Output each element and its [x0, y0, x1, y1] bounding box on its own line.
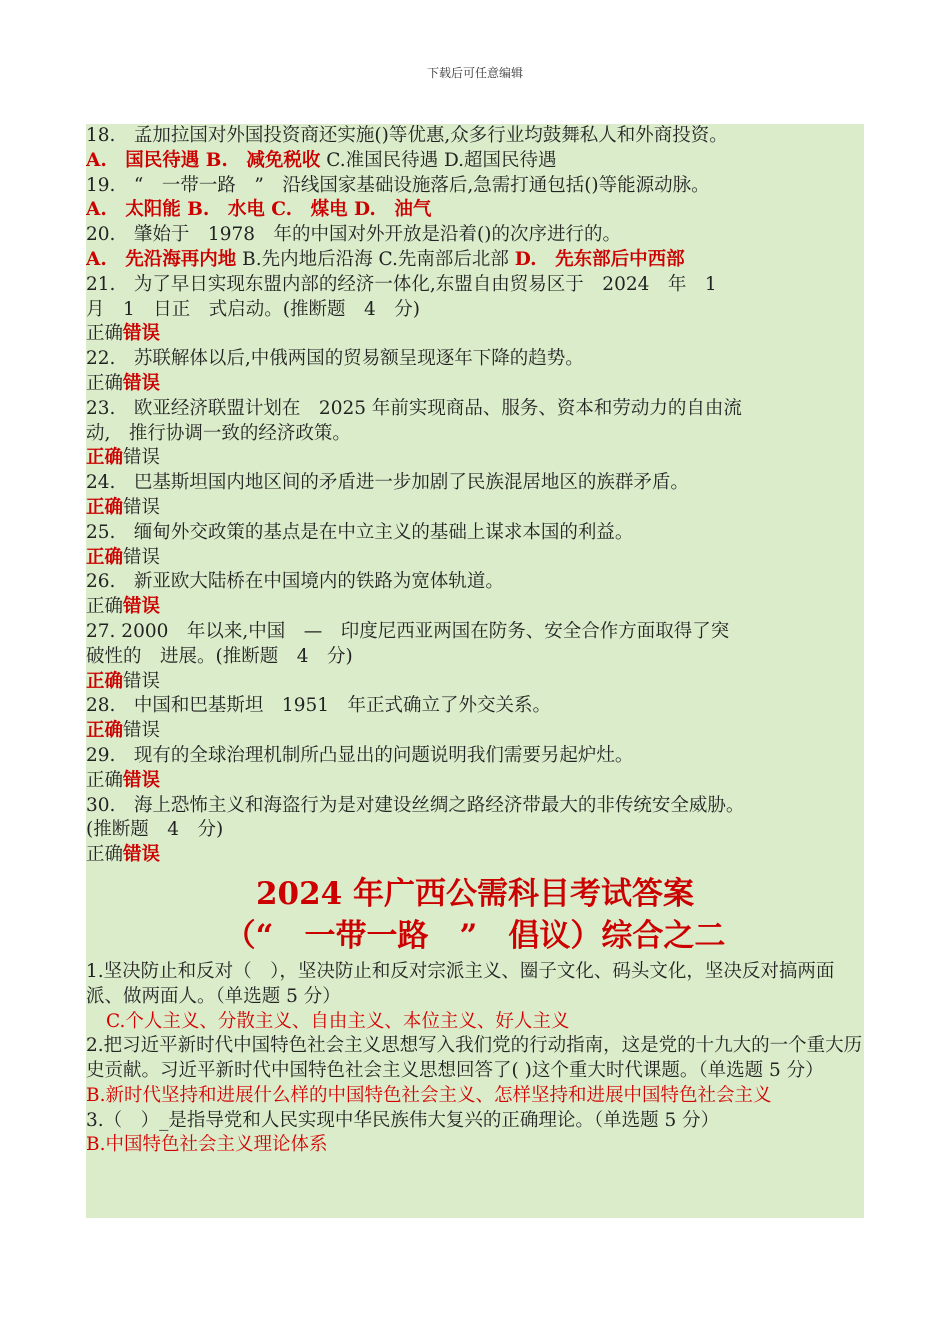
- question-23-line1: 23. 欧亚经济联盟计划在 2025 年前实现商品、服务、资本和劳动力的自由流: [86, 397, 742, 419]
- question-30-line2: (推断题 4 分): [86, 819, 224, 841]
- answer-wrong: 错误: [123, 372, 161, 394]
- answer-wrong: 错误: [123, 844, 161, 866]
- answer-wrong: 错误: [123, 496, 161, 518]
- question-23-answer: [86, 446, 864, 471]
- question-22: 22. 苏联解体以后,中俄两国的贸易额呈现逐年下降的趋势。: [86, 348, 584, 370]
- question-24-answer: [86, 496, 864, 521]
- answer-correct: 正确: [86, 447, 124, 469]
- single-choice-1: 1.坚决防止和反对（ ），坚决防止和反对宗派主义、圈子文化、码头文化，坚决反对搞两面派、做两面人。（单选题 5 分）: [86, 960, 835, 1007]
- question-22-answer: [86, 372, 864, 397]
- question-28-answer: [86, 719, 864, 744]
- answer-correct: 正确: [86, 720, 124, 742]
- answer-correct: 正确: [86, 496, 124, 518]
- answer-correct: 正确: [86, 844, 124, 866]
- single-choice-3-answer: B.中国特色社会主义理论体系: [86, 1134, 328, 1156]
- answer-correct: 正确: [86, 323, 124, 345]
- answer-wrong: 错误: [123, 323, 161, 345]
- question-30-answer: [86, 843, 864, 868]
- question-30-line1: 30. 海上恐怖主义和海盗行为是对建设丝绸之路经济带最大的非传统安全威胁。: [86, 794, 745, 816]
- question-27-line2: 破性的 进展。(推断题 4 分): [86, 645, 353, 667]
- question-27-answer: [86, 670, 864, 695]
- answer-wrong: 错误: [123, 546, 161, 568]
- question-18: 18. 孟加拉国对外国投资商还实施()等优惠,众多行业均鼓舞私人和外商投资。: [86, 125, 728, 146]
- question-26: 26. 新亚欧大陆桥在中国境内的铁路为宽体轨道。: [86, 571, 504, 593]
- question-28: 28. 中国和巴基斯坦 1951 年正式确立了外交关系。: [86, 695, 552, 717]
- answer-wrong: 错误: [123, 769, 161, 791]
- answer-correct: 正确: [86, 769, 124, 791]
- single-choice-2: 2.把习近平新时代中国特色社会主义思想写入我们党的行动指南，这是党的十九大的一个重大历史贡献。习近平新时代中国特色社会主义思想回答了( )这个重大时代课题。（单选题 5 分）: [86, 1035, 863, 1082]
- question-19: 19. “ 一带一路 ” 沿线国家基础设施落后,急需打通包括()等能源动脉。: [86, 174, 710, 196]
- single-choice-2-answer: B.新时代坚持和进展什么样的中国特色社会主义、怎样坚持和进展中国特色社会主义: [86, 1084, 772, 1106]
- options-rest: C.准国民待遇 D.超国民待遇: [320, 149, 557, 171]
- question-23-line2: 动, 推行协调一致的经济政策。: [86, 422, 351, 444]
- answer-correct: 正确: [86, 670, 124, 692]
- single-choice-3: 3.（ ）_是指导党和人民实现中华民族伟大复兴的正确理论。（单选题 5 分）: [86, 1109, 720, 1131]
- answer-correct: 正确: [86, 546, 124, 568]
- answer-wrong: 错误: [123, 447, 161, 469]
- question-21-line2: 月 1 日正 式启动。(推断题 4 分): [86, 298, 420, 320]
- answer-wrong: 错误: [123, 670, 161, 692]
- answer-wrong: 错误: [123, 720, 161, 742]
- answer-correct: 正确: [86, 372, 124, 394]
- question-18-options: [86, 149, 864, 174]
- single-choice-1-answer: C.个人主义、分散主义、自由主义、本位主义、好人主义: [106, 1010, 570, 1032]
- option-d: D. 先东部后中西部: [514, 248, 685, 270]
- answer-correct: 正确: [86, 596, 124, 618]
- section-subtitle: （“ 一带一路 ” 倡议）综合之二: [224, 917, 726, 954]
- document-body: [86, 124, 864, 1218]
- question-26-answer: [86, 595, 864, 620]
- question-21-line1: 21. 为了早日实现东盟内部的经济一体化,东盟自由贸易区于 2024 年 1: [86, 273, 717, 295]
- page-header: 下载后可任意编辑: [426, 66, 523, 80]
- options-highlighted: A. 国民待遇 B. 减免税收: [86, 149, 321, 171]
- options-bc: B.先内地后沿海 C.先南部后北部: [236, 248, 515, 270]
- question-20: 20. 肇始于 1978 年的中国对外开放是沿着()的次序进行的。: [86, 224, 621, 246]
- answer-wrong: 错误: [123, 596, 161, 618]
- option-a: A. 先沿海再内地: [86, 248, 237, 270]
- question-25-answer: [86, 546, 864, 571]
- question-19-options: A. 太阳能 B. 水电 C. 煤电 D. 油气: [86, 199, 432, 221]
- question-24: 24. 巴基斯坦国内地区间的矛盾进一步加剧了民族混居地区的族群矛盾。: [86, 472, 689, 494]
- question-29: 29. 现有的全球治理机制所凸显出的问题说明我们需要另起炉灶。: [86, 744, 634, 766]
- question-25: 25. 缅甸外交政策的基点是在中立主义的基础上谋求本国的利益。: [86, 521, 634, 543]
- question-20-options: [86, 248, 864, 273]
- section-title: 2024 年广西公需科目考试答案: [255, 875, 695, 912]
- question-27-line1: 27. 2000 年以来,中国 — 印度尼西亚两国在防务、安全合作方面取得了突: [86, 620, 730, 642]
- question-29-answer: [86, 769, 864, 794]
- question-21-answer: [86, 322, 864, 347]
